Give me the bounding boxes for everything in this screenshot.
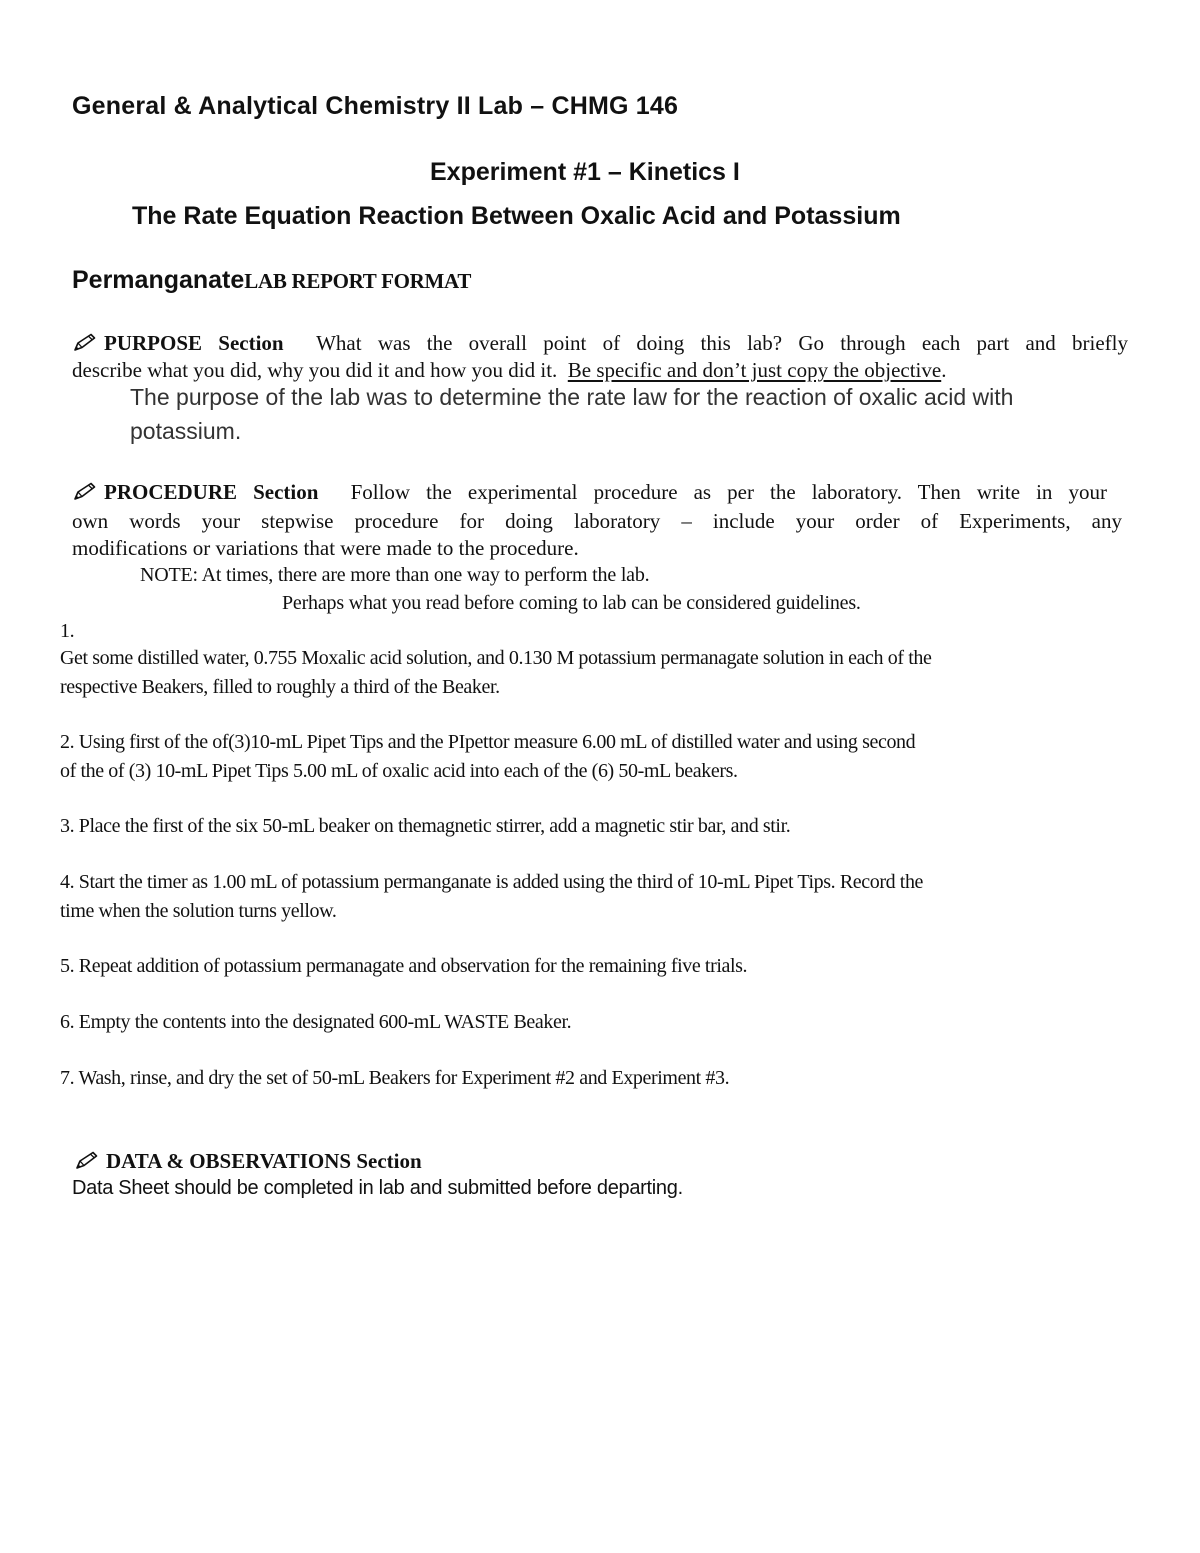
purpose-prompt-end: . [941,358,947,382]
report-format-label: LAB REPORT FORMAT [244,269,472,293]
pencil-icon [72,482,98,502]
step-7-line-1: 7. Wash, rinse, and dry the set of 50-mL Beakers for Experiment #2 and Experiment #3. [60,1067,730,1089]
step-1-line-1: Get some distilled water, 0.755 Moxalic acid solution, and 0.130 M potassium permanagate solution in each of the [60,647,932,669]
step-3-line-1: 3. Place the first of the six 50-mL beaker on themagnetic stirrer, add a magnetic stir bar, and stir. [60,815,791,837]
procedure-note-line-2: Perhaps what you read before coming to lab can be considered guidelines. [282,592,861,614]
purpose-answer-line-2: potassium. [130,418,242,444]
purpose-heading: PURPOSE Section [104,331,284,355]
purpose-prompt-line-2-text: describe what you did, why you did it and how you did it. [72,358,558,382]
pencil-icon [72,333,98,353]
subtitle-continuation-text: Permanganate [72,266,245,294]
experiment-subtitle: The Rate Equation Reaction Between Oxalic Acid and Potassium [132,202,901,230]
step-4-line-2: time when the solution turns yellow. [60,900,337,922]
procedure-note-line-1: NOTE: At times, there are more than one way to perform the lab. [140,564,650,586]
step-2-line-1: 2. Using first of the of(3)10-mL Pipet Tips and the PIpettor measure 6.00 mL of distilled water and using second [60,731,916,753]
step-2-line-2: of the of (3) 10-mL Pipet Tips 5.00 mL of oxalic acid into each of the (6) 50-mL beakers. [60,760,738,782]
procedure-prompt-line-1 [72,479,1107,505]
purpose-prompt-line-2 [72,357,946,383]
course-title: General & Analytical Chemistry II Lab – CHMG 146 [72,92,679,120]
step-5-line-1: 5. Repeat addition of potassium permanagate and observation for the remaining five trials. [60,955,748,977]
data-observations-heading-line [74,1149,422,1174]
pencil-icon [74,1151,100,1171]
step-4-line-1: 4. Start the timer as 1.00 mL of potassium permanganate is added using the third of 10-mL Pipet Tips. Record the [60,871,924,893]
step-1-number: 1. [60,620,75,642]
purpose-prompt-line-1 [72,330,1128,356]
procedure-heading: PROCEDURE Section [104,480,319,504]
procedure-prompt-line-2: own words your stepwise procedure for doing laboratory – include your order of Experiments, any [72,509,1122,533]
step-1-line-2: respective Beakers, filled to roughly a third of the Beaker. [60,676,500,698]
experiment-title: Experiment #1 – Kinetics I [430,158,740,186]
subtitle-continuation [72,266,471,295]
data-observations-text: Data Sheet should be completed in lab and submitted before departing. [72,1177,683,1199]
step-6-line-1: 6. Empty the contents into the designated 600-mL WASTE Beaker. [60,1011,572,1033]
purpose-emphasis: Be specific and don’t just copy the objective [567,358,942,382]
purpose-answer-line-1: The purpose of the lab was to determine the rate law for the reaction of oxalic acid with [130,384,1014,410]
purpose-prompt-text: What was the overall point of doing this lab? Go through each part and briefly [316,331,1128,355]
procedure-prompt-text: Follow the experimental procedure as per the laboratory. Then write in your [350,480,1107,504]
data-observations-heading: DATA & OBSERVATIONS Section [106,1149,422,1173]
procedure-prompt-line-3: modifications or variations that were made to the procedure. [72,536,579,560]
